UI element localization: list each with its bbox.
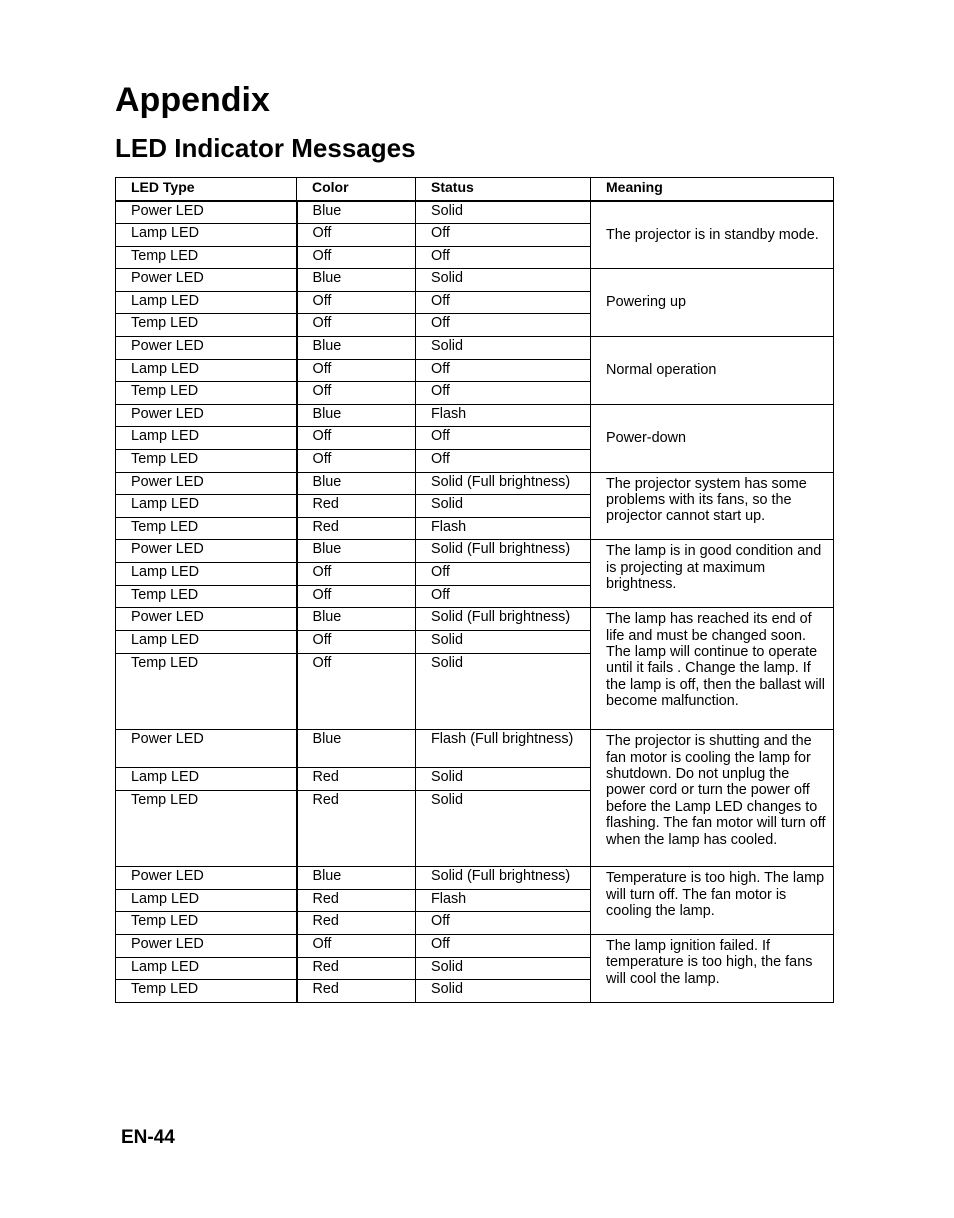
color-cell: Blue bbox=[297, 608, 416, 631]
color-cell: Off bbox=[297, 291, 416, 314]
table-row bbox=[116, 472, 834, 495]
status-cell: Solid (Full brightness) bbox=[416, 867, 591, 890]
led-type-cell: Lamp LED bbox=[116, 957, 297, 980]
status-cell: Solid bbox=[416, 980, 591, 1003]
color-cell: Red bbox=[297, 889, 416, 912]
meaning-cell: The projector system has some problems with its fans, so the projector cannot start up. bbox=[591, 472, 834, 540]
color-cell: Red bbox=[297, 912, 416, 935]
page-number: EN-44 bbox=[121, 1127, 175, 1148]
led-type-cell: Temp LED bbox=[116, 912, 297, 935]
led-type-cell: Power LED bbox=[116, 934, 297, 957]
color-cell: Blue bbox=[297, 404, 416, 427]
status-cell: Flash bbox=[416, 404, 591, 427]
status-cell: Off bbox=[416, 314, 591, 337]
status-cell: Flash (Full brightness) bbox=[416, 730, 591, 768]
color-cell: Red bbox=[297, 980, 416, 1003]
status-cell: Flash bbox=[416, 517, 591, 540]
led-indicator-table bbox=[115, 177, 834, 1003]
color-cell: Off bbox=[297, 246, 416, 269]
section-title: LED Indicator Messages bbox=[115, 133, 416, 163]
status-cell: Off bbox=[416, 450, 591, 473]
led-type-cell: Temp LED bbox=[116, 382, 297, 405]
led-type-cell: Temp LED bbox=[116, 791, 297, 867]
led-type-cell: Power LED bbox=[116, 540, 297, 563]
meaning-cell: The lamp is in good condition and is projecting at maximum brightness. bbox=[591, 540, 834, 608]
color-cell: Blue bbox=[297, 730, 416, 768]
color-cell: Off bbox=[297, 934, 416, 957]
led-type-cell: Lamp LED bbox=[116, 768, 297, 791]
table-body bbox=[116, 201, 834, 1002]
led-type-cell: Lamp LED bbox=[116, 495, 297, 518]
led-type-cell: Power LED bbox=[116, 867, 297, 890]
color-cell: Off bbox=[297, 450, 416, 473]
led-type-cell: Lamp LED bbox=[116, 291, 297, 314]
page-title: Appendix bbox=[115, 81, 270, 119]
status-cell: Solid bbox=[416, 768, 591, 791]
color-cell: Red bbox=[297, 768, 416, 791]
status-cell: Solid bbox=[416, 337, 591, 360]
led-type-cell: Temp LED bbox=[116, 246, 297, 269]
color-cell: Blue bbox=[297, 540, 416, 563]
status-cell: Off bbox=[416, 224, 591, 247]
status-cell: Solid bbox=[416, 631, 591, 654]
color-cell: Blue bbox=[297, 269, 416, 292]
led-type-cell: Lamp LED bbox=[116, 889, 297, 912]
status-cell: Off bbox=[416, 291, 591, 314]
color-cell: Red bbox=[297, 495, 416, 518]
table-row bbox=[116, 404, 834, 427]
color-cell: Red bbox=[297, 957, 416, 980]
status-cell: Off bbox=[416, 934, 591, 957]
led-type-cell: Power LED bbox=[116, 472, 297, 495]
status-cell: Off bbox=[416, 585, 591, 608]
led-type-cell: Power LED bbox=[116, 269, 297, 292]
status-cell: Off bbox=[416, 563, 591, 586]
table-row bbox=[116, 867, 834, 890]
color-cell: Red bbox=[297, 517, 416, 540]
color-cell: Off bbox=[297, 631, 416, 654]
status-cell: Solid bbox=[416, 495, 591, 518]
led-type-cell: Lamp LED bbox=[116, 631, 297, 654]
led-type-cell: Lamp LED bbox=[116, 563, 297, 586]
table-header-row bbox=[116, 178, 834, 202]
meaning-cell: Temperature is too high. The lamp will turn off. The fan motor is cooling the lamp. bbox=[591, 867, 834, 935]
header-status: Status bbox=[416, 178, 591, 202]
led-type-cell: Power LED bbox=[116, 404, 297, 427]
table-row bbox=[116, 934, 834, 957]
status-cell: Solid bbox=[416, 654, 591, 730]
led-type-cell: Lamp LED bbox=[116, 224, 297, 247]
color-cell: Off bbox=[297, 314, 416, 337]
status-cell: Off bbox=[416, 427, 591, 450]
led-type-cell: Temp LED bbox=[116, 517, 297, 540]
status-cell: Solid (Full brightness) bbox=[416, 540, 591, 563]
color-cell: Blue bbox=[297, 337, 416, 360]
status-cell: Solid bbox=[416, 201, 591, 224]
color-cell: Blue bbox=[297, 201, 416, 224]
color-cell: Off bbox=[297, 585, 416, 608]
status-cell: Off bbox=[416, 359, 591, 382]
meaning-cell: Powering up bbox=[591, 269, 834, 337]
table-row bbox=[116, 201, 834, 224]
led-type-cell: Power LED bbox=[116, 730, 297, 768]
color-cell: Off bbox=[297, 382, 416, 405]
color-cell: Red bbox=[297, 791, 416, 867]
status-cell: Off bbox=[416, 246, 591, 269]
color-cell: Off bbox=[297, 654, 416, 730]
color-cell: Blue bbox=[297, 472, 416, 495]
led-type-cell: Lamp LED bbox=[116, 427, 297, 450]
table-row bbox=[116, 269, 834, 292]
led-type-cell: Power LED bbox=[116, 608, 297, 631]
status-cell: Off bbox=[416, 912, 591, 935]
status-cell: Solid (Full brightness) bbox=[416, 608, 591, 631]
meaning-cell: The lamp ignition failed. If temperature is too high, the fans will cool the lamp. bbox=[591, 934, 834, 1002]
led-type-cell: Temp LED bbox=[116, 585, 297, 608]
meaning-cell: The projector is shutting and the fan motor is cooling the lamp for shutdown. Do not unplug the power cord or turn the power off before the Lamp LED changes to flashing. The fan motor will turn off when the lamp has cooled. bbox=[591, 730, 834, 867]
table-row bbox=[116, 540, 834, 563]
status-cell: Solid bbox=[416, 791, 591, 867]
led-type-cell: Power LED bbox=[116, 337, 297, 360]
table-row bbox=[116, 730, 834, 768]
status-cell: Solid bbox=[416, 269, 591, 292]
meaning-cell: The projector is in standby mode. bbox=[591, 201, 834, 269]
table-row bbox=[116, 337, 834, 360]
status-cell: Solid (Full brightness) bbox=[416, 472, 591, 495]
led-type-cell: Temp LED bbox=[116, 654, 297, 730]
status-cell: Solid bbox=[416, 957, 591, 980]
meaning-cell: Normal operation bbox=[591, 337, 834, 405]
led-type-cell: Temp LED bbox=[116, 980, 297, 1003]
meaning-cell: Power-down bbox=[591, 404, 834, 472]
led-type-cell: Temp LED bbox=[116, 314, 297, 337]
led-type-cell: Lamp LED bbox=[116, 359, 297, 382]
color-cell: Blue bbox=[297, 867, 416, 890]
led-type-cell: Temp LED bbox=[116, 450, 297, 473]
color-cell: Off bbox=[297, 359, 416, 382]
status-cell: Flash bbox=[416, 889, 591, 912]
header-meaning: Meaning bbox=[591, 178, 834, 202]
color-cell: Off bbox=[297, 224, 416, 247]
led-type-cell: Power LED bbox=[116, 201, 297, 224]
header-led-type: LED Type bbox=[116, 178, 297, 202]
header-color: Color bbox=[297, 178, 416, 202]
color-cell: Off bbox=[297, 563, 416, 586]
table-row bbox=[116, 608, 834, 631]
meaning-cell: The lamp has reached its end of life and must be changed soon. The lamp will continue to operate until it fails . Change the lamp. If the lamp is off, then the ballast will become malfunction. bbox=[591, 608, 834, 730]
color-cell: Off bbox=[297, 427, 416, 450]
status-cell: Off bbox=[416, 382, 591, 405]
